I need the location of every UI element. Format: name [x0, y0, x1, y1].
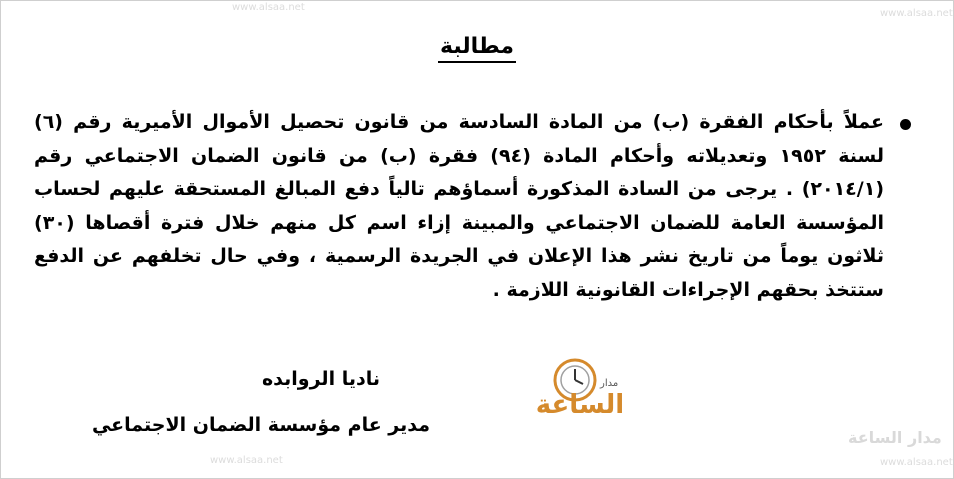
watermark-url-top-left: www.alsaa.net — [232, 2, 305, 13]
watermark-url-bottom-left: www.alsaa.net — [210, 455, 283, 466]
watermark-url-bottom-right: www.alsaa.net — [880, 457, 953, 468]
logo-wordmark: الساعة — [535, 390, 625, 420]
logo-caption-mdar: مدار — [600, 378, 619, 389]
bullet-point — [900, 119, 911, 130]
document-title: مطالبة — [0, 34, 954, 59]
watermark-text-bottom-right: مدار الساعة — [848, 428, 942, 447]
signatory-name: ناديا الروابده — [261, 368, 380, 390]
watermark-url-top-right: www.alsaa.net — [880, 8, 953, 19]
signatory-title: مدير عام مؤسسة الضمان الاجتماعي — [91, 414, 430, 436]
document-body: عملاً بأحكام الفقرة (ب) من المادة السادسة من قانون تحصيل الأموال الأميرية رقم (٦) لسنة ١٩٥٢ وتعديلاته وأحكام المادة (٩٤) فقرة (ب) من قانون الضمان الاجتماعي رقم (٢٠١٤/١) . يرجى من السادة المذكورة أسماؤهم تالياً دفع المبالغ المستحقة عليهم لحساب المؤسسة العامة للضمان الاجتماعي والمبينة إزاء اسم كل منهم خلال فترة أقصاها (٣٠) ثلاثون يوماً من تاريخ نشر هذا الإعلان في الجريدة الرسمية ، وفي حال تخلفهم عن الدفع ستتخذ بحقهم الإجراءات القانونية اللازمة . — [34, 111, 884, 301]
